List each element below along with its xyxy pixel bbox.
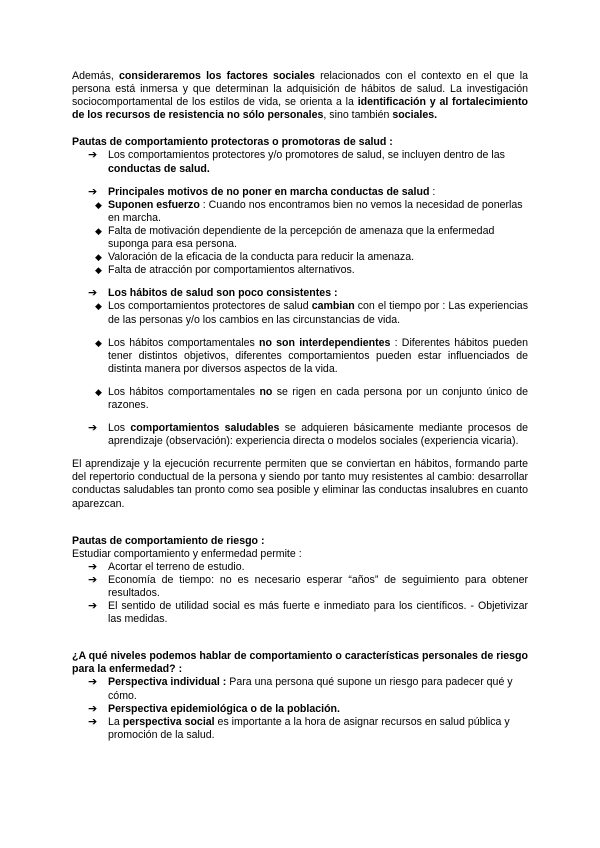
diamond-icon: ◆ (95, 386, 102, 397)
bold-text: sociales. (392, 109, 438, 122)
text: se adquieren básicamente mediante procesos de aprendizaje (observación): experiencia directa o modelos sociales (experiencia vicaria). (108, 422, 528, 448)
section3-list (72, 676, 528, 741)
diamond-icon: ◆ (95, 337, 102, 348)
spacer (72, 376, 528, 386)
section2-subtitle: Estudiar comportamiento y enfermedad permite : (72, 547, 302, 560)
section2-list (72, 561, 528, 626)
text: La (108, 715, 123, 728)
text: Los hábitos comportamentales (108, 336, 260, 349)
list-item (72, 300, 528, 326)
list-item (72, 561, 528, 574)
text: Economía de tiempo: no es necesario esperar “años” de seguimiento para obtener resultados. (108, 573, 528, 599)
diamond-icon: ◆ (95, 225, 102, 236)
list-item (72, 574, 528, 600)
text: : Diferentes hábitos pueden tener distintos objetivos, diferentes comportamientos pueden estar influenciados de distinta manera por diversos aspectos de la vida. (108, 336, 529, 375)
text: con el tiempo por : Las experiencias de las personas y/o los cambios en las circunstancias de vida. (108, 300, 528, 326)
arrow-icon: ➔ (88, 560, 98, 573)
list-item (72, 149, 528, 175)
section1-list (72, 149, 528, 175)
list-item (72, 264, 528, 277)
bold-text: identificación y al fortalecimiento de los recursos de resistencia no sólo personales (72, 96, 528, 122)
bold-text: conductas de salud. (108, 162, 210, 175)
arrow-icon: ➔ (88, 600, 98, 613)
bold-text: Principales motivos de no poner en marcha conductas de salud (108, 185, 430, 198)
bold-text: cambian (311, 300, 355, 313)
section1-heading: Pautas de comportamiento protectoras o promotoras de salud : (72, 136, 393, 149)
text: , sino también (323, 109, 393, 122)
text: Los (108, 422, 131, 435)
bold-text: Perspectiva individual : (108, 676, 227, 689)
list-item (72, 600, 528, 626)
list-item (72, 225, 528, 251)
arrow-icon: ➔ (88, 715, 98, 728)
text: Falta de atracción por comportamientos alternativos. (108, 264, 355, 277)
text: se rigen en cada persona por un conjunto único de razones. (108, 385, 528, 411)
bold-text: consideraremos los factores sociales (119, 70, 315, 82)
section1-list-2 (72, 186, 528, 278)
text: : (429, 185, 436, 198)
list-item (72, 676, 528, 702)
list-item (72, 716, 528, 742)
text: Acortar el terreno de estudio. (108, 560, 245, 573)
bold-text: perspectiva social (122, 715, 215, 728)
bold-text: no (259, 385, 273, 398)
list-item (72, 337, 528, 376)
habitos-list (72, 300, 528, 412)
arrow-icon: ➔ (88, 422, 98, 435)
text: Falta de motivación dependiente de la percepción de amenaza que la enfermedad suponga para esa persona. (108, 224, 495, 251)
bold-text: Perspectiva epidemiológica o de la población. (108, 702, 340, 715)
list-item (72, 251, 528, 264)
text: es importante a la hora de asignar recursos en salud pública y promoción de la salud. (108, 715, 510, 741)
document-page (72, 70, 528, 742)
text: : Cuando nos encontramos bien no vemos la necesidad de ponerlas en marcha. (108, 198, 523, 224)
section3-heading: ¿A qué niveles podemos hablar de comportamiento o características personales de riesgo para la enfermedad? : (72, 650, 528, 676)
bold-text: Los hábitos de salud son poco consistentes : (108, 287, 338, 300)
section1-list-4 (72, 422, 528, 448)
section1-list-3 (72, 287, 528, 412)
diamond-icon: ◆ (95, 199, 102, 210)
bold-text: comportamientos saludables (130, 422, 280, 435)
list-item (72, 199, 528, 225)
text: Los comportamientos protectores y/o promotores de salud, se incluyen dentro de las (108, 149, 505, 162)
text: Valoración de la eficacia de la conducta para reducir la amenaza. (108, 251, 415, 264)
list-item (72, 186, 528, 278)
diamond-icon: ◆ (95, 265, 102, 276)
text: Para una persona qué supone un riesgo para padecer qué y cómo. (108, 676, 513, 702)
list-item (72, 422, 528, 448)
arrow-icon: ➔ (88, 149, 98, 162)
text: Además, (72, 70, 120, 82)
motivos-list (72, 199, 528, 278)
text: relacionados con el contexto en el que la persona está inmersa y que determinan la adquisición de hábitos de salud. La investigación sociocomportamental de los estilos de vida, se orienta a la (72, 70, 529, 109)
arrow-icon: ➔ (88, 185, 98, 198)
list-item (72, 386, 528, 412)
arrow-icon: ➔ (88, 287, 98, 300)
text: El sentido de utilidad social es más fuerte e inmediato para los científicos. - Objetivizar las medidas. (108, 600, 528, 626)
arrow-icon: ➔ (88, 573, 98, 586)
section2-heading: Pautas de comportamiento de riesgo : (72, 534, 265, 547)
list-item (72, 703, 528, 716)
text: Los comportamientos protectores de salud (108, 300, 312, 313)
spacer (72, 327, 528, 337)
arrow-icon: ➔ (88, 702, 98, 715)
text: Los hábitos comportamentales (108, 385, 260, 398)
diamond-icon: ◆ (95, 301, 102, 312)
list-item (72, 287, 528, 412)
diamond-icon: ◆ (95, 252, 102, 263)
bold-text: Suponen esfuerzo (108, 198, 200, 211)
bold-text: no son interdependientes (259, 336, 391, 349)
intro-paragraph (72, 70, 528, 122)
closing-paragraph: El aprendizaje y la ejecución recurrente permiten que se conviertan en hábitos, formando parte del repertorio conductual de la persona y siendo por tanto muy resistentes al cambio: desarrollar conductas saludables tan pronto como sea posible y eliminar las conductas insalubres en cuanto aparezcan. (72, 458, 528, 510)
arrow-icon: ➔ (88, 676, 98, 689)
